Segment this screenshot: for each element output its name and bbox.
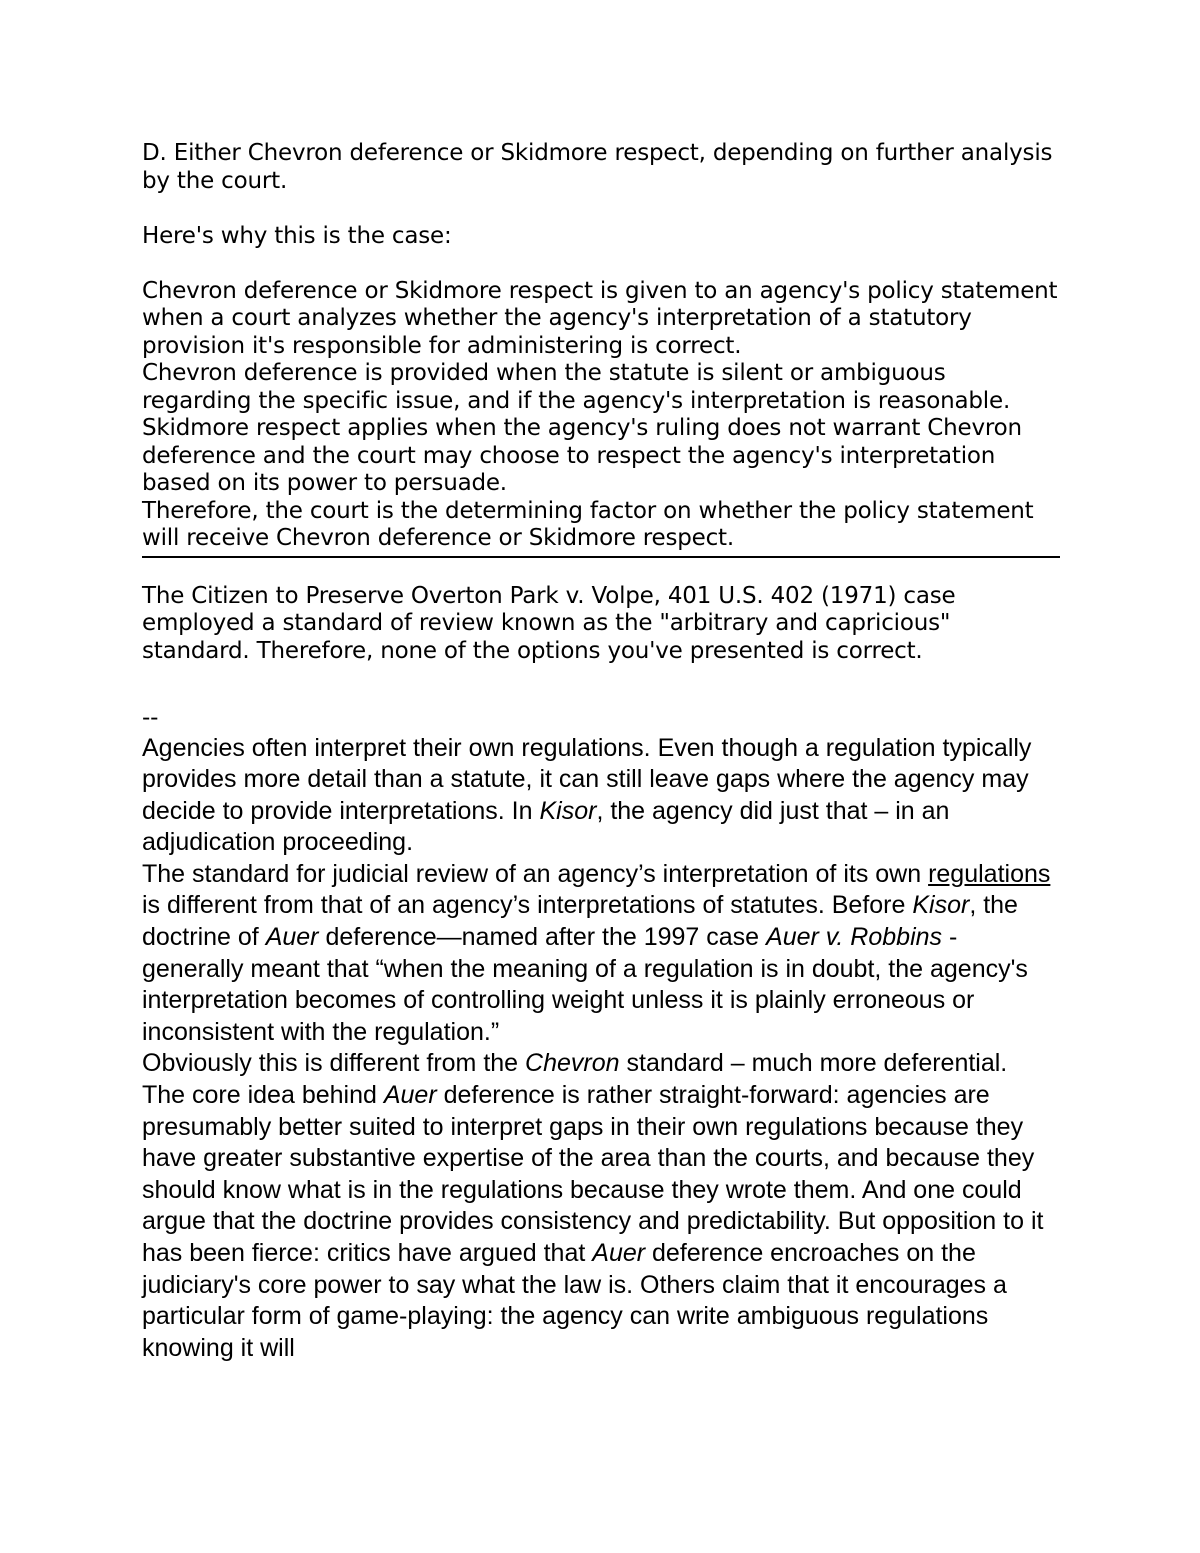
text-run: Obviously this is different from the	[142, 1049, 526, 1078]
horizontal-rule	[142, 556, 1060, 558]
explanation-paragraph-3: Skidmore respect applies when the agency's ruling does not warrant Chevron deference and the court may choose to respect the agency's interpretation based on its power to persuade.	[142, 415, 1022, 496]
auer-paragraph-3	[142, 1048, 1060, 1080]
explanation-paragraph-2: Chevron deference is provided when the statute is silent or ambiguous regarding the specific issue, and if the agency's interpretation is reasonable.	[142, 360, 1011, 414]
text-run: standard – much more deferential.	[619, 1049, 1008, 1078]
italic-auer: Auer	[383, 1081, 437, 1110]
text-run: , the doctrine of	[142, 891, 1018, 952]
text-run: deference—named after the 1997 case	[318, 923, 767, 952]
explanation-paragraph-1: Chevron deference or Skidmore respect is given to an agency's policy statement when a court analyzes whether the agency's interpretation of a statutory provision it's responsible for administering is correct.	[142, 277, 1058, 359]
text-run: - generally meant that “when the meaning of a regulation is in doubt, the agency's interpretation becomes of controlling weight unless it is plainly erroneous or inconsistent with the regulation.”	[142, 923, 1028, 1046]
auer-paragraph-1	[142, 733, 1060, 859]
document-body	[142, 140, 1060, 1364]
answer-paragraph: D. Either Chevron deference or Skidmore respect, depending on further analysis by the court.	[142, 140, 1053, 194]
why-intro: Here's why this is the case:	[142, 222, 452, 249]
overton-paragraph: The Citizen to Preserve Overton Park v. Volpe, 401 U.S. 402 (1971) case employed a standard of review known as the "arbitrary and capricious" standard. Therefore, none of the options you've presented is correct.	[142, 582, 956, 664]
text-run: The standard for judicial review of an agency’s interpretation of its own	[142, 859, 929, 888]
italic-auer: Auer	[265, 923, 319, 952]
overton-section	[142, 583, 1060, 733]
italic-kisor: Kisor	[912, 891, 970, 920]
text-run: is different from that of an agency’s interpretations of statutes. Before	[142, 891, 913, 920]
italic-auer: Auer	[592, 1239, 646, 1267]
explanation-paragraph-4: Therefore, the court is the determining factor on whether the policy statement will receive Chevron deference or Skidmore respect.	[142, 497, 1034, 551]
text-run: Agencies often interpret their own regulations. Even though a regulation typically provides more detail than a statute, it can still leave gaps where the agency may decide to provide interpretations. In	[142, 733, 1032, 825]
italic-chevron: Chevron	[525, 1049, 620, 1078]
text-run: , the agency did just that – in an adjudication proceeding.	[142, 796, 950, 857]
auer-paragraph-2	[142, 859, 1060, 1049]
answer-section	[142, 140, 1060, 553]
regulations-link[interactable]: regulations	[928, 859, 1051, 888]
italic-auer-v-robbins: Auer v. Robbins	[766, 923, 943, 952]
italic-kisor: Kisor	[539, 796, 597, 825]
text-run: deference is rather straight-forward: agencies are presumably better suited to interpret gaps in their own regulations because they have greater substantive expertise of the area than the courts, and because they should know what is in the regulations because they wrote them. And one could argue that the doctrine provides consistency and predictability. But opposition to it has been fierce: critics have argued that	[142, 1081, 1044, 1267]
text-run: The core idea behind	[142, 1081, 384, 1110]
auer-paragraph-4	[142, 1080, 1060, 1364]
separator-dashes: --	[142, 705, 159, 731]
text-run: deference encroaches on the judiciary's core power to say what the law is. Others claim that it encourages a particular form of game-playing: the agency can write ambiguous regulations knowing it will	[142, 1239, 1007, 1362]
auer-section	[142, 733, 1060, 1365]
